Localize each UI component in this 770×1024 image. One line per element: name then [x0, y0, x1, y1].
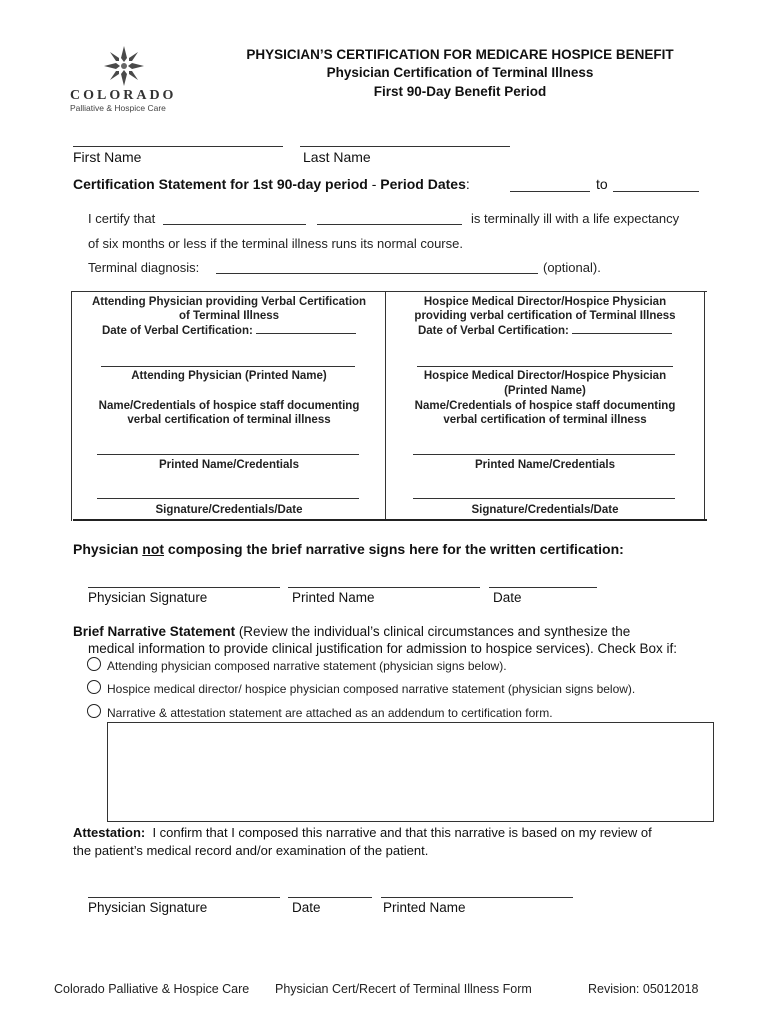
benefit-period-heading: First 90-Day Benefit Period	[373, 84, 547, 99]
not-composing-suffix: composing the brief narrative signs here for the written certification:	[164, 541, 624, 557]
narrative-heading: Brief Narrative Statement	[73, 624, 236, 639]
not-composing-signature-field[interactable]	[88, 574, 280, 588]
hospice-physician-name-field[interactable]	[417, 366, 673, 367]
star-flower-icon	[102, 44, 146, 88]
table-left-border	[71, 291, 72, 521]
attending-staff-name-field[interactable]	[97, 454, 359, 455]
certification-heading-bold: Certification Statement for 1st 90-day period	[73, 176, 368, 192]
heading-colon: :	[465, 176, 470, 192]
not-composing-heading	[73, 541, 624, 557]
organization-logo	[68, 44, 188, 114]
period-dates-label: Period Dates	[380, 176, 466, 192]
heading-dash: -	[367, 176, 381, 192]
attending-staff-label-1: Name/Credentials of hospice staff documenting	[98, 400, 360, 412]
hospice-composed-option: Hospice medical director/ hospice physician composed narrative statement (physician signs below).	[107, 682, 636, 696]
not-composing-signature-label: Physician Signature	[88, 590, 208, 605]
attending-signature-field[interactable]	[97, 498, 359, 499]
hospice-date-row	[389, 323, 701, 339]
attestation-printed-name-field[interactable]	[381, 884, 573, 898]
to-label: to	[596, 176, 608, 192]
narrative-text-box[interactable]	[107, 722, 714, 822]
hospice-date-label: Date of Verbal Certification:	[417, 325, 569, 337]
logo-wordmark: COLORADO	[70, 88, 177, 103]
footer-revision: Revision: 05012018	[588, 982, 699, 996]
period-start-date-field[interactable]	[510, 176, 590, 192]
attending-date-label: Date of Verbal Certification:	[101, 325, 253, 337]
attestation-text-1: I confirm that I composed this narrative and that this narrative is based on my review of	[145, 825, 652, 840]
last-name-field[interactable]	[300, 133, 510, 147]
first-name-label: First Name	[73, 149, 142, 165]
table-right-border	[704, 291, 705, 521]
not-composing-date-label: Date	[493, 590, 522, 605]
attestation-name-label: Printed Name	[383, 900, 466, 915]
form-subtitle: Physician Certification of Terminal Illness	[326, 65, 594, 80]
hospice-printed-name-label-2: (Printed Name)	[504, 385, 586, 397]
terminal-diagnosis-label: Terminal diagnosis:	[88, 260, 200, 275]
not-composing-prefix: Physician	[73, 541, 143, 557]
attending-date-row	[73, 323, 385, 339]
attending-composed-option: Attending physician composed narrative statement (physician signs below).	[107, 659, 507, 673]
table-top-border	[71, 291, 707, 292]
attending-printed-name-label: Attending Physician (Printed Name)	[131, 370, 327, 382]
not-composing-name-label: Printed Name	[292, 590, 375, 605]
attending-date-field[interactable]	[256, 323, 356, 334]
hospice-printed-creds-label: Printed Name/Credentials	[475, 459, 615, 471]
attestation-text-2: the patient’s medical record and/or examination of the patient.	[73, 843, 429, 858]
addendum-attached-option: Narrative & attestation statement are attached as an addendum to certification form.	[107, 706, 553, 720]
attestation-date-field[interactable]	[288, 884, 372, 898]
hospice-heading-1: Hospice Medical Director/Hospice Physician	[423, 296, 667, 308]
hospice-staff-label-1: Name/Credentials of hospice staff documenting	[414, 400, 676, 412]
last-name-label: Last Name	[303, 149, 371, 165]
attending-signature-label: Signature/Credentials/Date	[155, 504, 303, 516]
hospice-heading-2: providing verbal certification of Terminal Illness	[414, 310, 676, 322]
attestation-label: Attestation:	[73, 825, 146, 840]
hospice-staff-label-2: verbal certification of terminal illness	[443, 414, 647, 426]
patient-last-name-field[interactable]	[317, 211, 462, 225]
attending-printed-creds-label: Printed Name/Credentials	[159, 459, 299, 471]
verbal-certification-table	[71, 291, 707, 521]
period-end-date-field[interactable]	[613, 176, 699, 192]
not-composing-printed-name-field[interactable]	[288, 574, 480, 588]
not-composing-not: not	[142, 541, 165, 557]
addendum-attached-radio[interactable]	[87, 704, 101, 718]
hospice-staff-name-field[interactable]	[413, 454, 675, 455]
form-title: PHYSICIAN’S CERTIFICATION FOR MEDICARE HOSPICE BENEFIT	[246, 47, 674, 62]
certify-line2: of six months or less if the terminal illness runs its normal course.	[88, 236, 463, 251]
footer-form-name: Physician Cert/Recert of Terminal Illness Form	[275, 982, 532, 996]
logo-subtitle: Palliative & Hospice Care	[70, 103, 166, 113]
terminal-diagnosis-field[interactable]	[216, 260, 538, 274]
attestation-signature-field[interactable]	[88, 884, 280, 898]
first-name-field[interactable]	[73, 133, 283, 147]
patient-first-name-field[interactable]	[163, 211, 306, 225]
hospice-printed-name-label-1: Hospice Medical Director/Hospice Physician	[423, 370, 667, 382]
attestation-date-label: Date	[292, 900, 321, 915]
certify-prefix: I certify that	[88, 211, 156, 226]
narrative-text-2: medical information to provide clinical justification for admission to hospice services). Check Box if:	[88, 641, 677, 656]
certification-heading	[73, 176, 470, 192]
attestation-signature-label: Physician Signature	[88, 900, 208, 915]
table-divider	[385, 291, 386, 521]
footer-organization: Colorado Palliative & Hospice Care	[54, 982, 250, 996]
attending-physician-name-field[interactable]	[101, 366, 355, 367]
diagnosis-optional-label: (optional).	[543, 260, 601, 275]
narrative-text-1: (Review the individual’s clinical circumstances and synthesize the	[235, 624, 631, 639]
hospice-date-field[interactable]	[572, 323, 672, 334]
table-bottom-border	[73, 519, 707, 521]
narrative-heading-line	[73, 624, 630, 639]
hospice-signature-field[interactable]	[413, 498, 675, 499]
attending-composed-radio[interactable]	[87, 657, 101, 671]
certify-suffix: is terminally ill with a life expectancy	[471, 211, 680, 226]
hospice-composed-radio[interactable]	[87, 680, 101, 694]
attending-staff-label-2: verbal certification of terminal illness	[127, 414, 331, 426]
not-composing-date-field[interactable]	[489, 574, 597, 588]
attending-heading-2: of Terminal Illness	[178, 310, 280, 322]
attestation-line-1	[73, 825, 652, 840]
hospice-signature-label: Signature/Credentials/Date	[471, 504, 619, 516]
attending-heading-1: Attending Physician providing Verbal Certification	[91, 296, 367, 308]
